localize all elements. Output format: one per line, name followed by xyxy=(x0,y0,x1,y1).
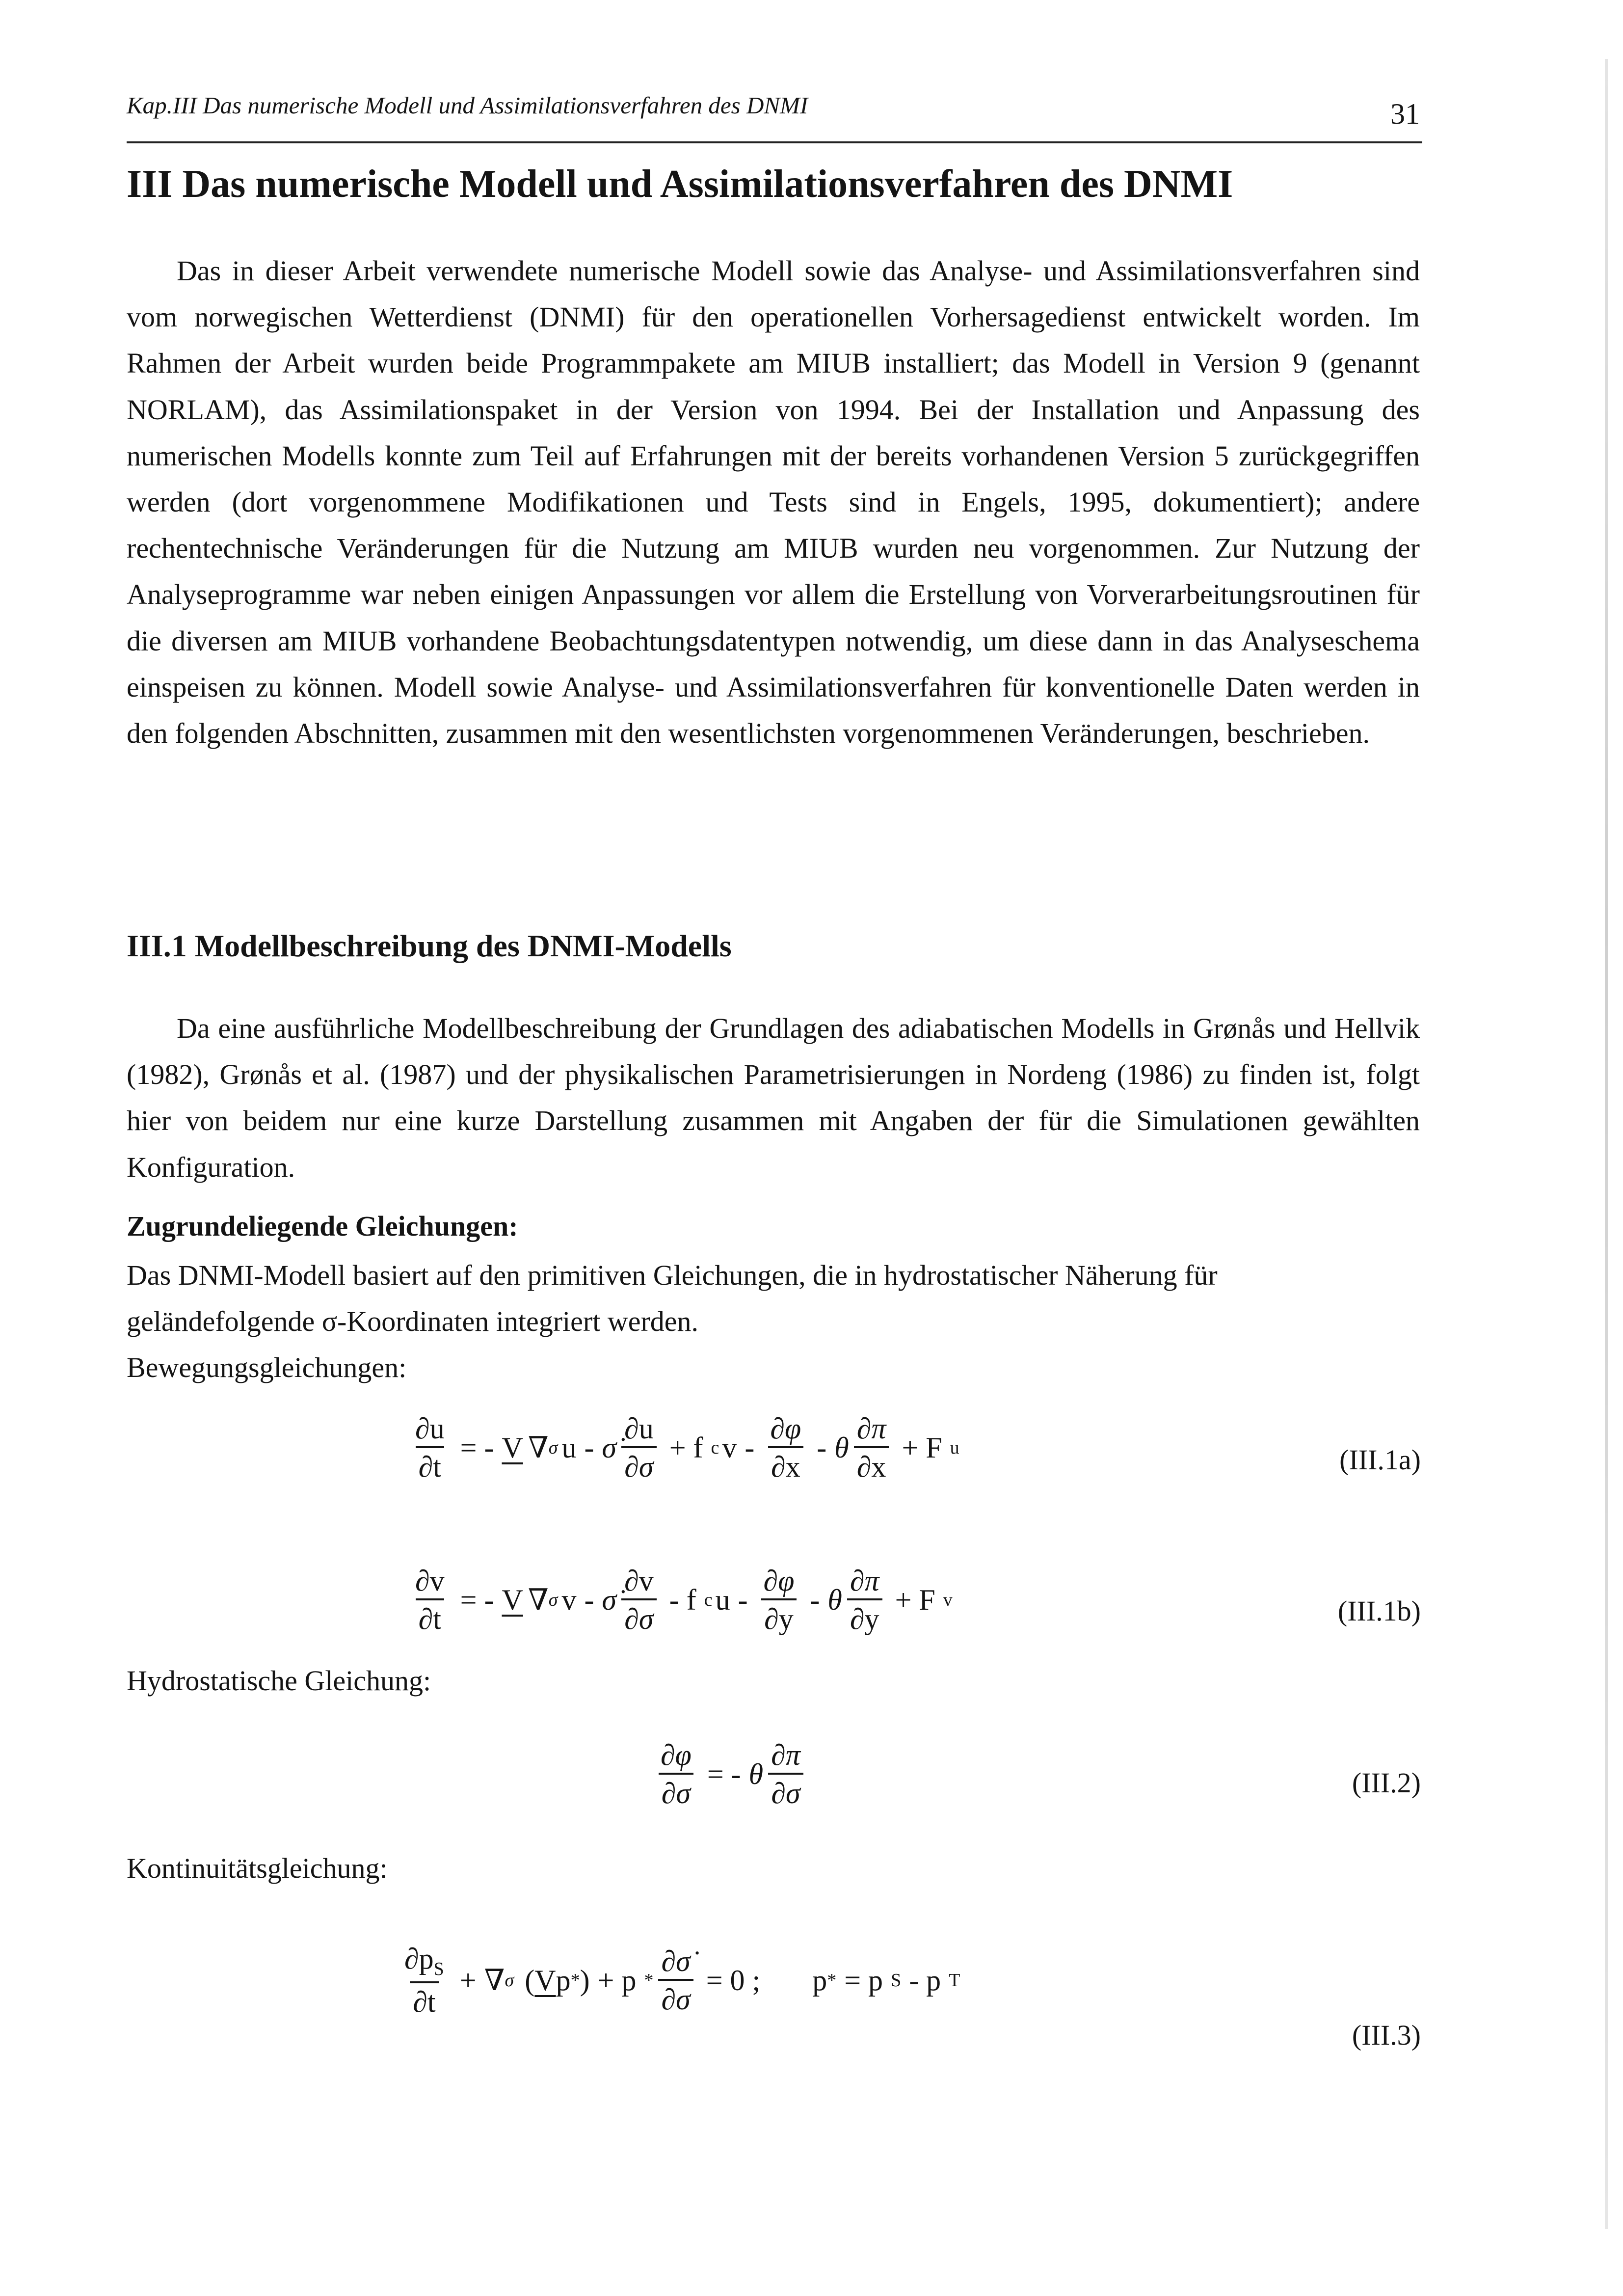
eq1a-frac-du-dsigma: $\frac{\partial u}{\partial\sigma}$ xyxy=(621,1414,657,1482)
hydrostatic-label: Hydrostatische Gleichung: xyxy=(127,1665,431,1697)
eq1a-frac-dpi-dx: $\frac{\partial\pi}{\partial x}$ xyxy=(854,1414,889,1482)
eq2-lhs: $\frac{\partial\varphi}{\partial\sigma}$ xyxy=(658,1740,694,1808)
continuity-label: Kontinuitätsgleichung: xyxy=(127,1852,388,1884)
sigma-coordinate-line: geländefolgende σ-Koordinaten integriert werden. xyxy=(127,1305,699,1337)
equation-2: $\frac{\partial\varphi}{\partial\sigma}$ = - θ $\frac{\partial\pi}{\partial\sigma}$ xyxy=(653,1740,808,1808)
intro-paragraph: Das in dieser Arbeit verwendete numerische Modell sowie das Analyse- und Assimilationsverfahren sind vom norwegischen Wetterdienst (DNMI) für den operationellen Vorhersagedienst entwickelt worden. Im Rahmen der Arbeit wurden beide Programmpakete am MIUB installiert; das Modell in Version 9 (genannt NORLAM), das Assimilationspaket in der Version von 1994. Bei der Installation und Anpassung des numerischen Modells konnte zum Teil auf Erfahrungen mit der bereits vorhandenen Version 5 zurückgegriffen werden (dort vorgenommene Modifikationen und Tests sind in Engels, 1995, dokumentiert); andere rechentechnische Veränderungen für die Nutzung am MIUB wurden neu vorgenommen. Zur Nutzung der Analyseprogramme war neben einigen Anpassungen vor allem die Erstellung von Vorverarbeitungsroutinen für die diversen am MIUB vorhandene Beobachtungsdatentypen notwendig, um diese dann in das Analyseschema einspeisen zu können. Modell sowie Analyse- und Assimilationsverfahren für konventionelle Daten werden in den folgenden Abschnitten, zusammen mit den wesentlichsten vorgenommenen Veränderungen, beschrieben. xyxy=(127,255,1420,750)
eq1b-frac-dphi-dy: $\frac{\partial\varphi}{\partial y}$ xyxy=(761,1566,798,1634)
eq3-lhs: $\frac{\partial p_S}{\partial t}$ xyxy=(404,1943,444,2018)
chapter-title: III Das numerische Modell und Assimilationsverfahren des DNMI xyxy=(127,162,1233,206)
equation-3-label: (III.3) xyxy=(1352,2019,1421,2051)
equation-1a-label: (III.1a) xyxy=(1339,1444,1421,1476)
equation-2-label: (III.2) xyxy=(1352,1767,1421,1799)
header-rule xyxy=(127,141,1422,143)
scan-edge xyxy=(1605,59,1608,2229)
equation-3: $\frac{\partial p_S}{\partial t}$ + ∇ σ ( V p * ) + p * $\frac{\partial\sigmȧ}{\partial\sigma}$ = 0 ; p * = p S - p T xyxy=(397,1944,960,2017)
eq1b-lhs: $\frac{\partial v}{\partial t}$ xyxy=(415,1565,445,1635)
eq1b-frac-dv-dsigma: $\frac{\partial v}{\partial\sigma}$ xyxy=(621,1566,657,1634)
eq1a-lhs: $\frac{\partial u}{\partial t}$ xyxy=(415,1412,445,1483)
running-head: Kap.III Das numerische Modell und Assimilationsverfahren des DNMI xyxy=(127,92,808,119)
eq1a-frac-dphi-dx: $\frac{\partial\varphi}{\partial x}$ xyxy=(767,1414,804,1482)
equations-subheading: Zugrundeliegende Gleichungen: xyxy=(127,1210,518,1242)
section-paragraph: Da eine ausführliche Modellbeschreibung der Grundlagen des adiabatischen Modells in Grønås und Hellvik (1982), Grønås et al. (1987) und der physikalischen Parametrisierungen in Nordeng (1986) zu finden ist, folgt hier von beidem nur eine kurze Darstellung zusammen mit Angaben der für die Simulationen gewählten Konfiguration. xyxy=(127,1012,1420,1183)
equation-1a: $\frac{\partial u}{\partial t}$ = - V ∇ σ u - σ̇ $\frac{\partial u}{\partial\sigma}$ + f c v - $\frac{\partial\varphi}{\partial x}$ - θ $\frac{\partial\pi}{\partial x}$ + F u xyxy=(407,1414,959,1482)
model-basis-line: Das DNMI-Modell basiert auf den primitiven Gleichungen, die in hydrostatischer Näherung für xyxy=(127,1259,1218,1291)
page-number: 31 xyxy=(1390,98,1420,130)
equation-1b-label: (III.1b) xyxy=(1337,1595,1421,1627)
eq1b-frac-dpi-dy: $\frac{\partial\pi}{\partial y}$ xyxy=(847,1566,882,1634)
section-title: III.1 Modellbeschreibung des DNMI-Modells xyxy=(127,928,732,963)
eq3-frac-dsigmadot-dsigma: $\frac{\partial\sigmȧ}{\partial\sigma}$ xyxy=(658,1946,693,2014)
eq2-rhs: $\frac{\partial\pi}{\partial\sigma}$ xyxy=(768,1740,803,1808)
motion-equations-label: Bewegungsgleichungen: xyxy=(127,1351,407,1383)
equation-1b: $\frac{\partial v}{\partial t}$ = - V ∇ σ v - σ̇ $\frac{\partial v}{\partial\sigma}$ - f c u - $\frac{\partial\varphi}{\partial y}$ - θ $\frac{\partial\pi}{\partial y}$ + F v xyxy=(407,1566,953,1634)
